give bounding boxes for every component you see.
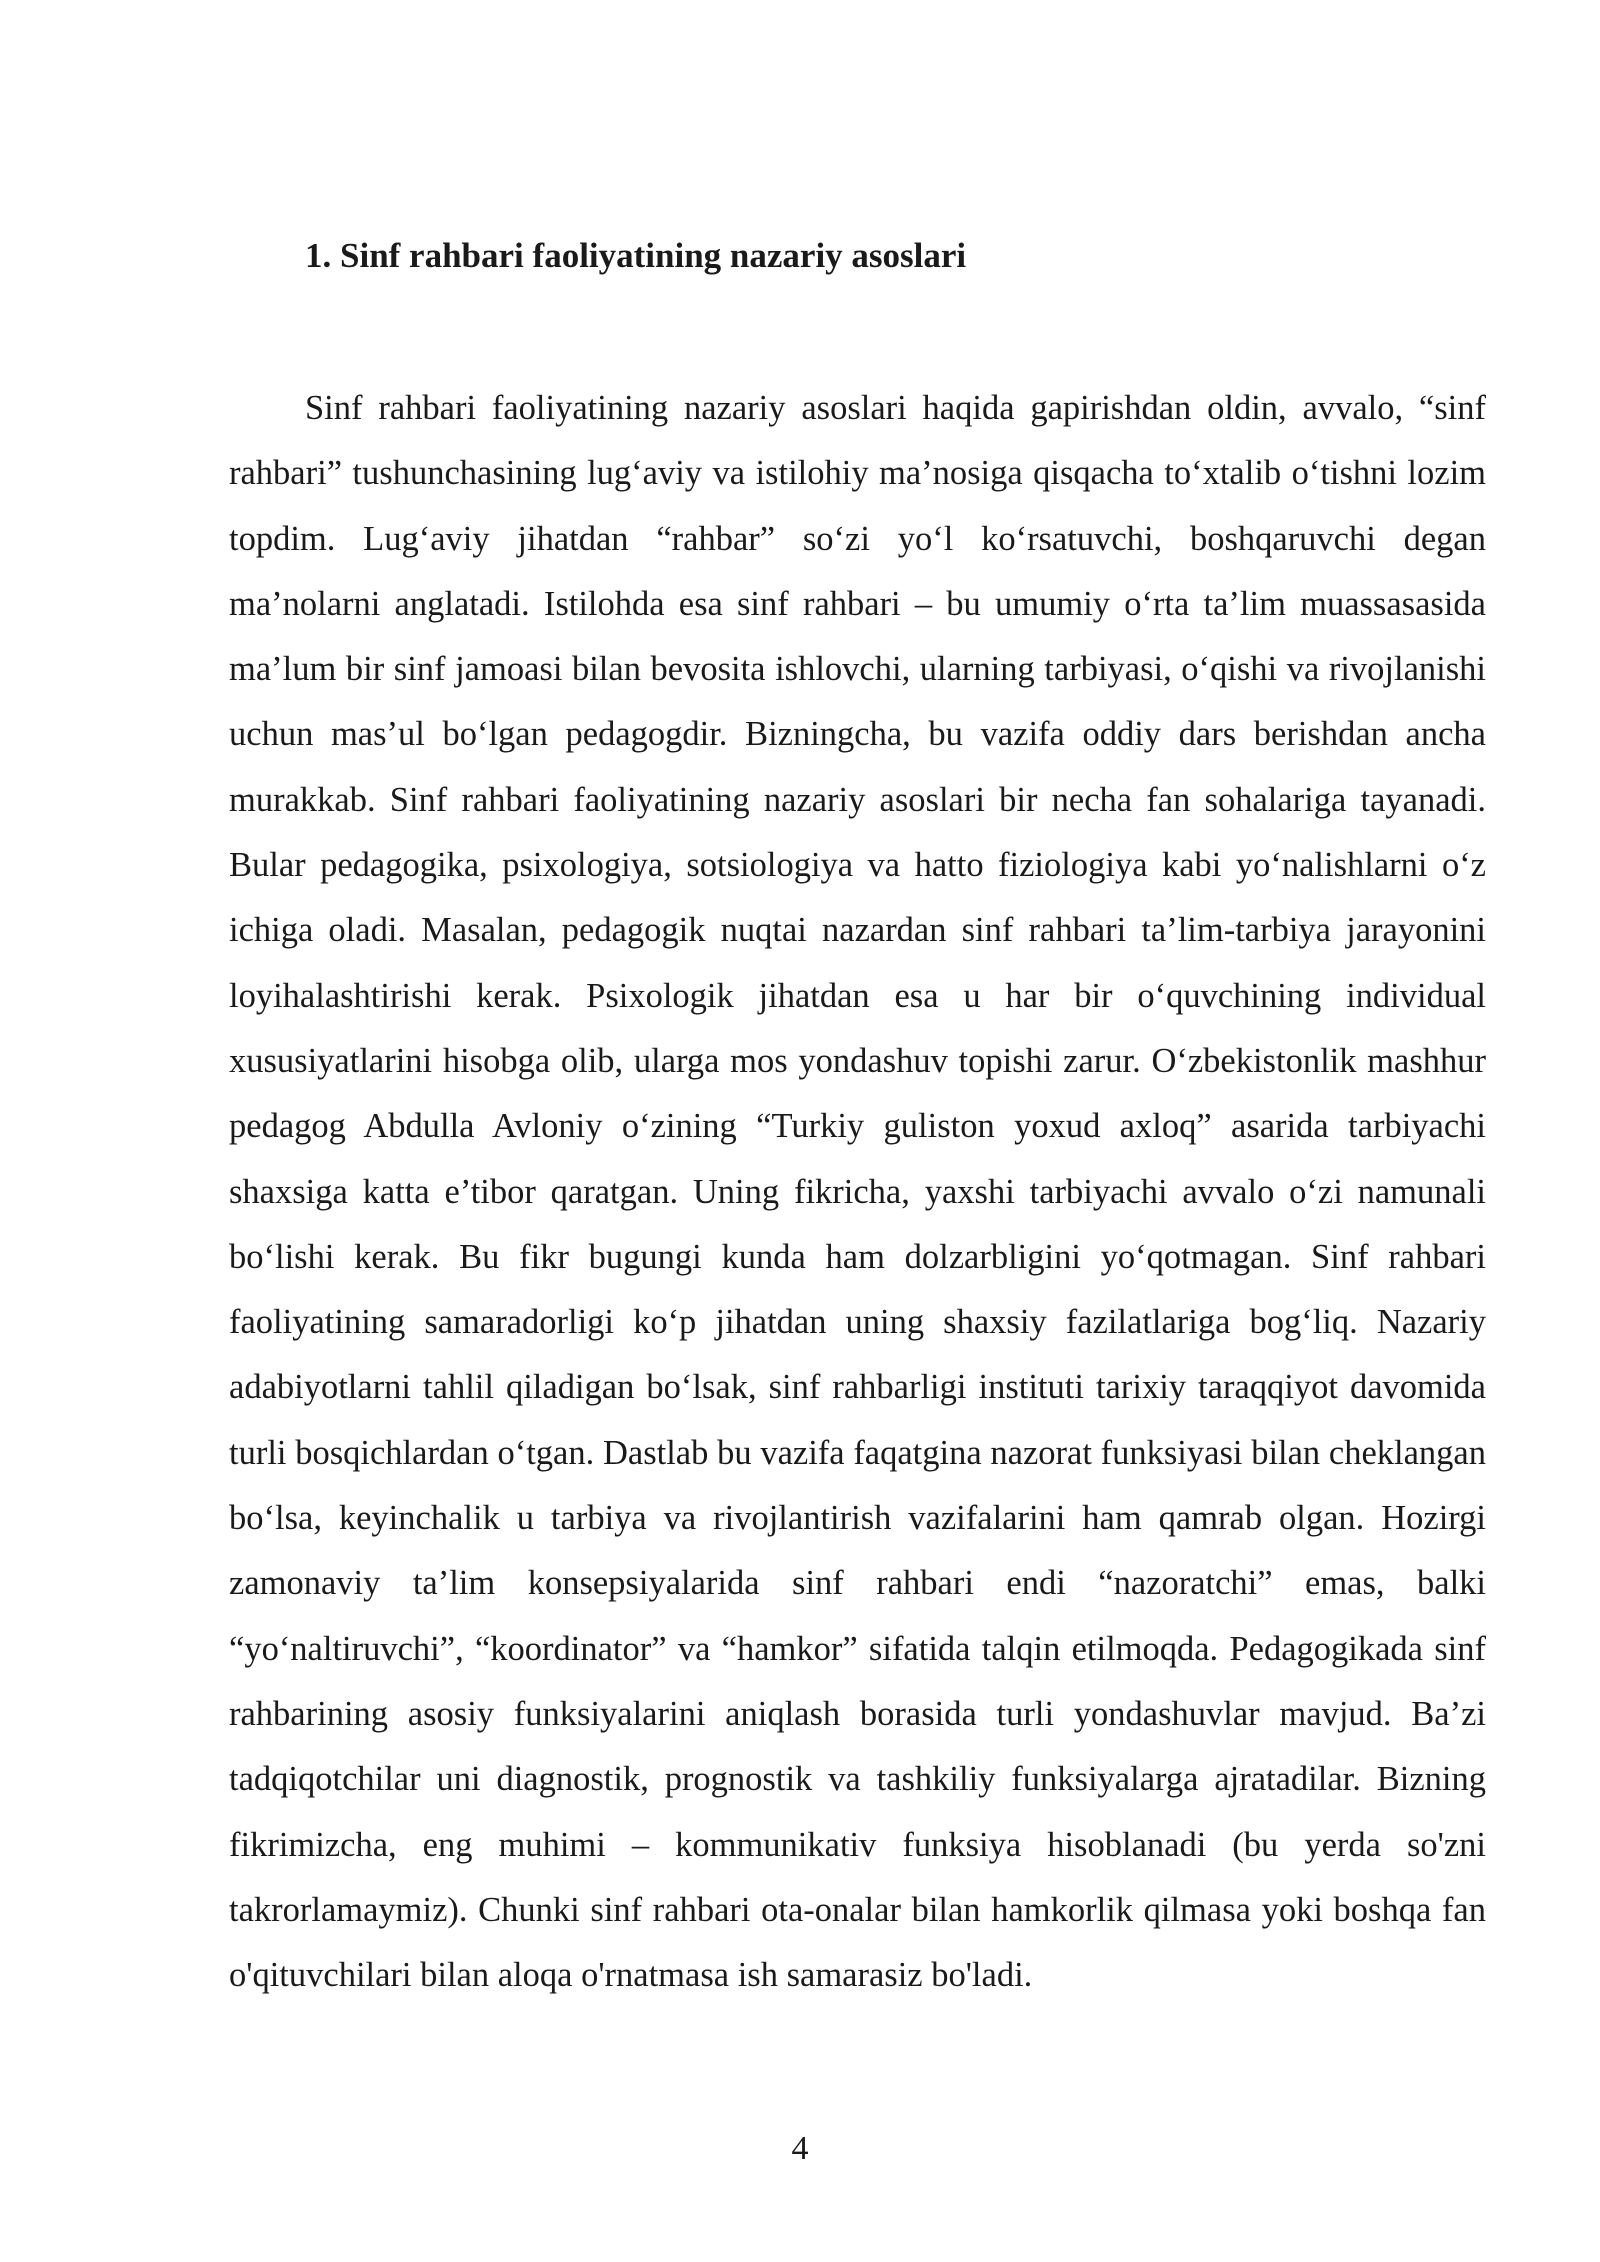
page-number: 4 <box>791 2130 809 2167</box>
body-paragraph: Sinf rahbari faoliyatining nazariy asoslari haqida gapirishdan oldin, avvalo, “sinf rahbari” tushunchasining lug‘aviy va istilohiy ma’nosiga qisqacha to‘xtalib o‘tishni lozim topdim. Lug‘aviy jihatdan “rahbar” so‘zi yo‘l ko‘rsatuvchi, boshqaruvchi degan ma’nolarni anglatadi. Istilohda esa sinf rahbari – bu umumiy o‘rta ta’lim muassasasida ma’lum bir sinf jamoasi bilan bevosita ishlovchi, ularning tarbiyasi, o‘qishi va rivojlanishi uchun mas’ul bo‘lgan pedagogdir. Bizningcha, bu vazifa oddiy dars berishdan ancha murakkab. Sinf rahbari faoliyatining nazariy asoslari bir necha fan sohalariga tayanadi. Bular pedagogika, psixologiya, sotsiologiya va hatto fiziologiya kabi yo‘nalishlarni o‘z ichiga oladi. Masalan, pedagogik nuqtai nazardan sinf rahbari ta’lim-tarbiya jarayonini loyihalashtirishi kerak. Psixologik jihatdan esa u har bir o‘quvchining individual xususiyatlarini hisobga olib, ularga mos yondashuv topishi zarur. O‘zbekistonlik mashhur pedagog Abdulla Avloniy o‘zining “Turkiy guliston yoxud axloq” asarida tarbiyachi shaxsiga katta e’tibor qaratgan. Uning fikricha, yaxshi tarbiyachi avvalo o‘zi namunali bo‘lishi kerak. Bu fikr bugungi kunda ham dolzarbligini yo‘qotmagan. Sinf rahbari faoliyatining samaradorligi ko‘p jihatdan uning shaxsiy fazilatlariga bog‘liq. Nazariy adabiyotlarni tahlil qiladigan bo‘lsak, sinf rahbarligi instituti tarixiy taraqqiyot davomida turli bosqichlardan o‘tgan. Dastlab bu vazifa faqatgina nazorat funksiyasi bilan cheklangan bo‘lsa, keyinchalik u tarbiya va rivojlantirish vazifalarini ham qamrab olgan. Hozirgi zamonaviy ta’lim konsepsiyalarida sinf rahbari endi “nazoratchi” emas, balki “yo‘naltiruvchi”, “koordinator” va “hamkor” sifatida talqin etilmoqda. Pedagogikada sinf rahbarining asosiy funksiyalarini aniqlash borasida turli yondashuvlar mavjud. Ba’zi tadqiqotchilar uni diagnostik, prognostik va tashkiliy funksiyalarga ajratadilar. Bizning fikrimizcha, eng muhimi – kommunikativ funksiya hisoblanadi (bu yerda so'zni takrorlamaymiz). Chunki sinf rahbari ota-onalar bilan hamkorlik qilmasa yoki boshqa fan o'qituvchilari bilan aloqa o'rnatmasa ish samarasiz bo'ladi. <box>229 389 1486 1995</box>
section-heading: 1. Sinf rahbari faoliyatining nazariy asoslari <box>305 236 967 275</box>
